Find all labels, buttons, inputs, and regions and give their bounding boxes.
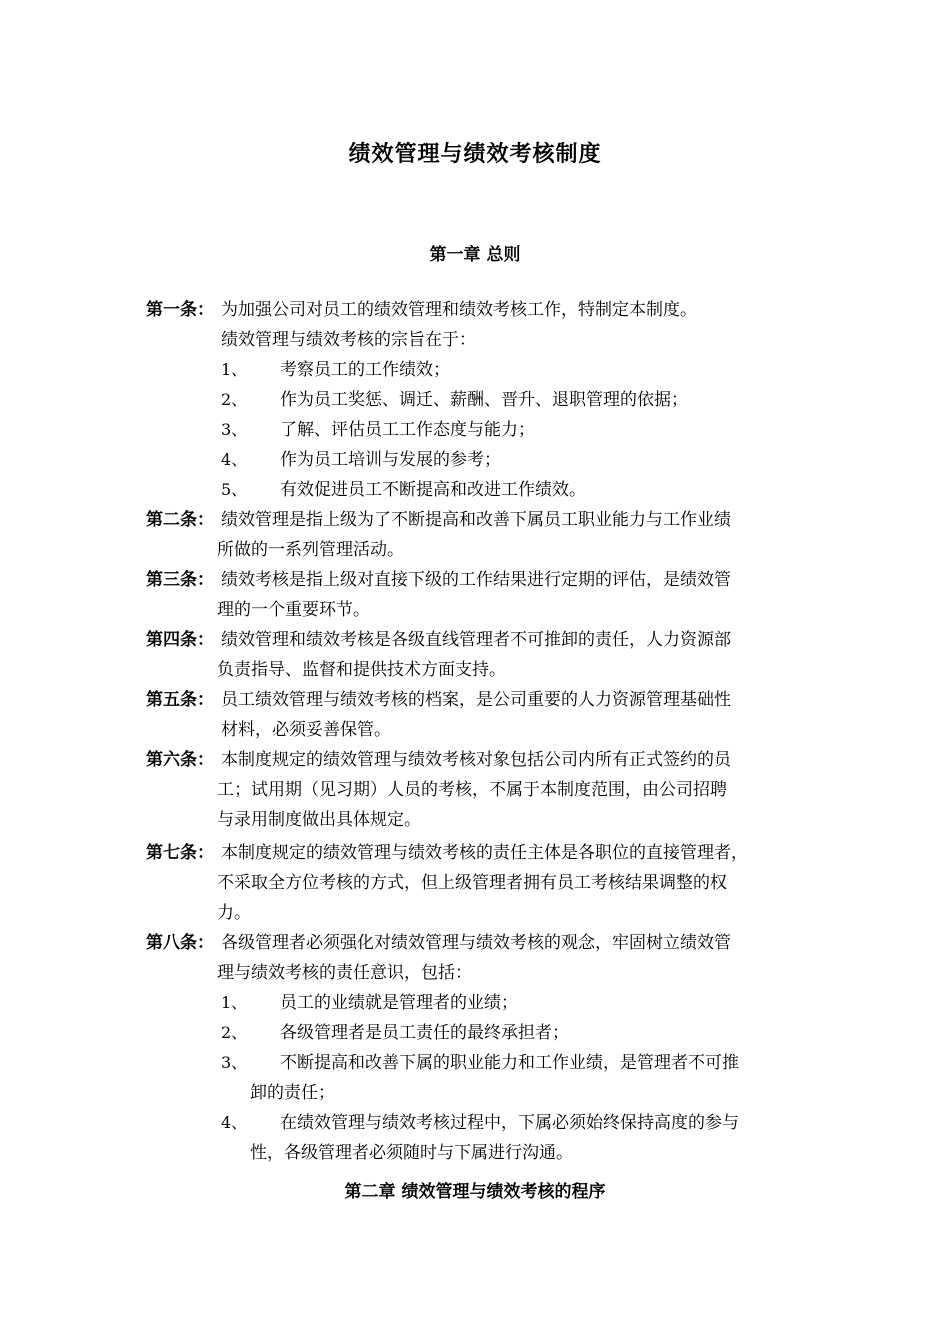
article-1-text: 为加强公司对员工的绩效管理和绩效考核工作，特制定本制度。	[221, 300, 697, 320]
purpose-item-text: 作为员工奖惩、调迁、薪酬、晋升、退职管理的依据；	[280, 390, 688, 410]
responsibility-item-text: 不断提高和改善下属的职业能力和工作业绩，是管理者不可推	[280, 1053, 739, 1073]
purpose-item-number: 1、	[221, 360, 248, 379]
article-2-line: 所做的一系列管理活动。	[217, 540, 404, 560]
purpose-item-text: 了解、评估员工工作态度与能力；	[280, 420, 535, 440]
chapter-2-heading: 第二章 绩效管理与绩效考核的程序	[344, 1182, 606, 1202]
responsibility-item-text: 员工的业绩就是管理者的业绩；	[280, 993, 518, 1013]
purpose-item-text: 作为员工培训与发展的参考；	[280, 450, 501, 470]
article-7-label: 第七条：	[146, 843, 214, 863]
article-5-line: 员工绩效管理与绩效考核的档案，是公司重要的人力资源管理基础性	[221, 690, 731, 710]
article-8-line: 理与绩效考核的责任意识，包括：	[217, 963, 472, 983]
article-7-line: 本制度规定的绩效管理与绩效考核的责任主体是各职位的直接管理者，	[221, 843, 748, 863]
article-1-label: 第一条：	[146, 300, 214, 320]
responsibility-item-text: 各级管理者是员工责任的最终承担者；	[280, 1023, 569, 1043]
article-2-line: 绩效管理是指上级为了不断提高和改善下属员工职业能力与工作业绩	[221, 510, 731, 530]
responsibility-item-number: 3、	[221, 1053, 248, 1072]
article-6-line: 与录用制度做出具体规定。	[217, 810, 421, 830]
document-title: 绩效管理与绩效考核制度	[348, 141, 602, 167]
article-2-label: 第二条：	[146, 510, 214, 530]
article-6-line: 本制度规定的绩效管理与绩效考核对象包括公司内所有正式签约的员	[221, 750, 731, 770]
article-4-label: 第四条：	[146, 630, 214, 650]
article-4-line: 绩效管理和绩效考核是各级直线管理者不可推卸的责任，人力资源部	[221, 630, 731, 650]
article-6-line: 工；试用期（见习期）人员的考核，不属于本制度范围，由公司招聘	[217, 780, 727, 800]
article-1-purpose-intro: 绩效管理与绩效考核的宗旨在于：	[221, 330, 476, 350]
article-5-label: 第五条：	[146, 690, 214, 710]
article-3-label: 第三条：	[146, 570, 214, 590]
article-4-line: 负责指导、监督和提供技术方面支持。	[217, 660, 506, 680]
responsibility-item-continuation: 性，各级管理者必须随时与下属进行沟通。	[250, 1143, 573, 1163]
responsibility-item-continuation: 卸的责任；	[250, 1083, 335, 1103]
chapter-1-heading: 第一章 总则	[429, 245, 521, 265]
article-3-line: 理的一个重要环节。	[217, 600, 370, 620]
article-6-label: 第六条：	[146, 750, 214, 770]
purpose-item-text: 考察员工的工作绩效；	[280, 360, 450, 380]
responsibility-item-number: 2、	[221, 1023, 248, 1042]
responsibility-item-text: 在绩效管理与绩效考核过程中，下属必须始终保持高度的参与	[280, 1113, 739, 1133]
responsibility-item-number: 1、	[221, 993, 248, 1012]
article-7-line: 力。	[217, 903, 251, 923]
article-3-line: 绩效考核是指上级对直接下级的工作结果进行定期的评估，是绩效管	[221, 570, 731, 590]
purpose-item-number: 3、	[221, 420, 248, 439]
purpose-item-number: 5、	[221, 480, 248, 499]
article-8-line: 各级管理者必须强化对绩效管理与绩效考核的观念，牢固树立绩效管	[221, 933, 731, 953]
purpose-item-number: 2、	[221, 390, 248, 409]
article-8-label: 第八条：	[146, 933, 214, 953]
article-7-line: 不采取全方位考核的方式，但上级管理者拥有员工考核结果调整的权	[217, 873, 727, 893]
purpose-item-number: 4、	[221, 450, 248, 469]
article-5-line: 材料，必须妥善保管。	[221, 720, 391, 740]
responsibility-item-number: 4、	[221, 1113, 248, 1132]
purpose-item-text: 有效促进员工不断提高和改进工作绩效。	[280, 480, 586, 500]
